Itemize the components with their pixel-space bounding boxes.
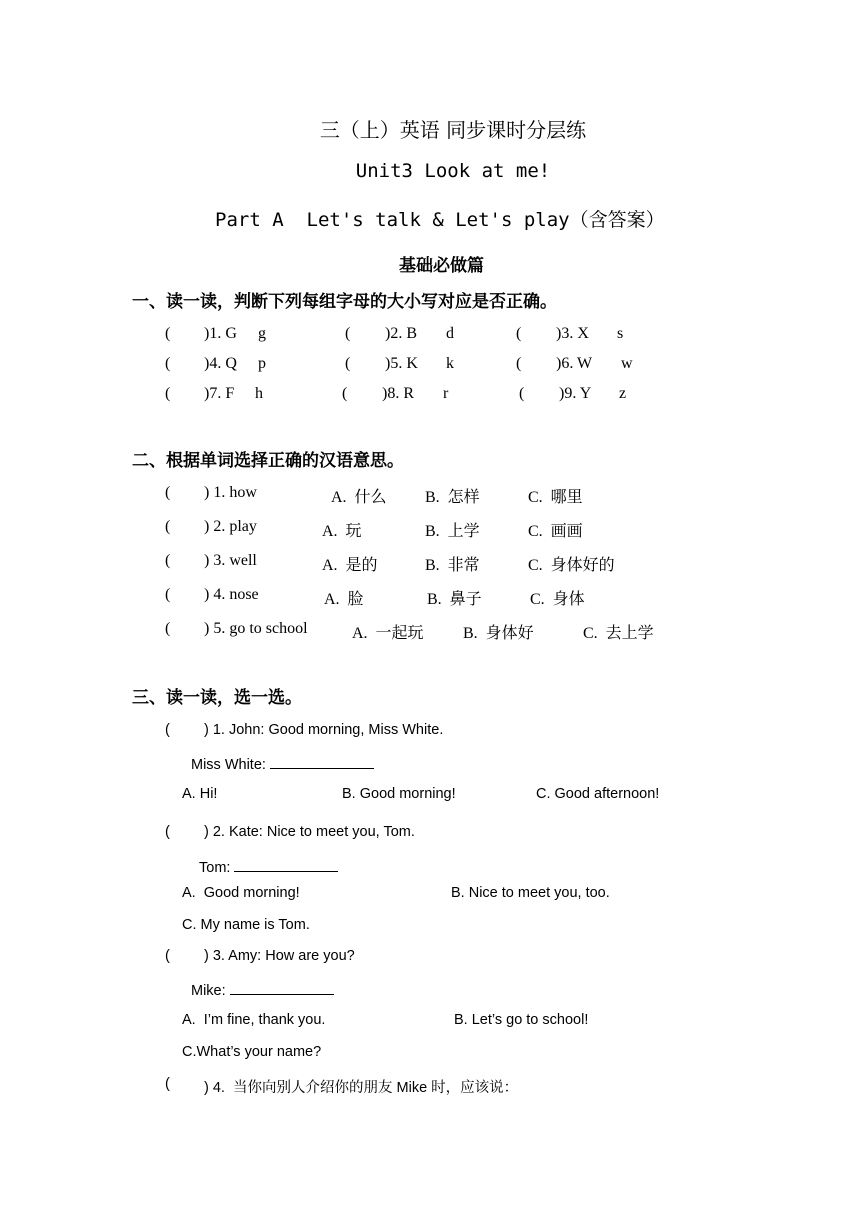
level-label: 基础必做篇 [399,256,484,276]
option-c: C. 身体好的 [528,557,615,574]
unit-title: Unit3 Look at me! [355,160,551,182]
option-b: B. 怎样 [425,489,480,506]
list-item: )2. B [385,325,417,342]
list-item-lower: z [619,385,627,402]
list-item: ( [165,620,171,637]
list-item: ( [516,355,522,372]
answer-blank [230,980,334,995]
answer-blank [270,754,374,769]
dialogue-line: Tom: [199,857,338,876]
list-item: ( [165,325,171,342]
list-item-lower: k [446,355,454,372]
list-item: )6. W [556,355,593,372]
option-b: B. 非常 [425,557,480,574]
list-item-lower: p [258,355,266,372]
option-a: A. 玩 [322,523,362,540]
list-item: ( [165,518,171,535]
section-2-heading: 二、根据单词选择正确的汉语意思。 [132,451,404,471]
option-a: A. 什么 [331,489,387,506]
option-b: B. Nice to meet you, too. [451,885,610,901]
list-item-lower: d [446,325,454,342]
list-item: ( [165,355,171,372]
question-stem: ) 3. Amy: How are you? [204,948,355,964]
list-item-lower: g [258,325,266,342]
question-word: ) 1. how [204,484,257,501]
option-c: C.What’s your name? [182,1044,322,1060]
option-c: C. 哪里 [528,489,583,506]
option-c: C. 身体 [530,591,585,608]
list-item: )4. Q [204,355,237,372]
option-a: A. 是的 [322,557,378,574]
list-item-lower: w [621,355,633,372]
list-item: ( [165,722,170,738]
option-a: A. Good morning! [182,885,300,901]
list-item: ( [345,325,351,342]
list-item: )8. R [382,385,414,402]
list-item: ( [519,385,525,402]
list-item: ( [165,552,171,569]
answer-blank [234,857,338,872]
list-item: )9. Y [559,385,592,402]
option-a: A. I’m fine, thank you. [182,1012,326,1028]
dialogue-line: Mike: [191,980,334,999]
option-b: B. Good morning! [342,786,456,802]
section-3-heading: 三、读一读，选一选。 [132,688,302,708]
option-a: A. 一起玩 [352,625,424,642]
list-item-lower: s [617,325,624,342]
list-item: )7. F [204,385,235,402]
question-stem: ) 1. John: Good morning, Miss White. [204,722,444,738]
list-item: ( [165,586,171,603]
option-c: C. Good afternoon! [536,786,660,802]
question-word: ) 5. go to school [204,620,308,637]
list-item-lower: h [255,385,263,402]
option-c: C. 画画 [528,523,583,540]
list-item: ( [165,948,170,964]
option-b: B. Let’s go to school! [454,1012,589,1028]
option-b: B. 身体好 [463,625,534,642]
question-word: ) 3. well [204,552,257,569]
dialogue-line: Miss White: [191,754,374,773]
list-item: ( [165,1076,170,1092]
option-b: B. 鼻子 [427,591,482,608]
option-c: C. 去上学 [583,625,654,642]
option-a: A. Hi! [182,786,218,802]
part-title: Part A Let's talk & Let's play（含答案） [215,209,665,231]
list-item: ( [165,385,171,402]
question-stem: ) 2. Kate: Nice to meet you, Tom. [204,824,415,840]
list-item: ( [165,484,171,501]
list-item: )3. X [556,325,589,342]
question-stem: ) 4. 当你向别人介绍你的朋友 Mike 时，应该说： [204,1080,519,1096]
option-c: C. My name is Tom. [182,917,310,933]
list-item: ( [342,385,348,402]
list-item: ( [516,325,522,342]
list-item: ( [165,824,170,840]
list-item: )1. G [204,325,237,342]
list-item-lower: r [443,385,449,402]
section-1-heading: 一、读一读，判断下列每组字母的大小写对应是否正确。 [132,292,557,312]
option-a: A. 脸 [324,591,364,608]
list-item: ( [345,355,351,372]
question-word: ) 2. play [204,518,257,535]
page-title: 三（上）英语 同步课时分层练 [319,118,587,142]
option-b: B. 上学 [425,523,480,540]
question-word: ) 4. nose [204,586,259,603]
list-item: )5. K [385,355,418,372]
